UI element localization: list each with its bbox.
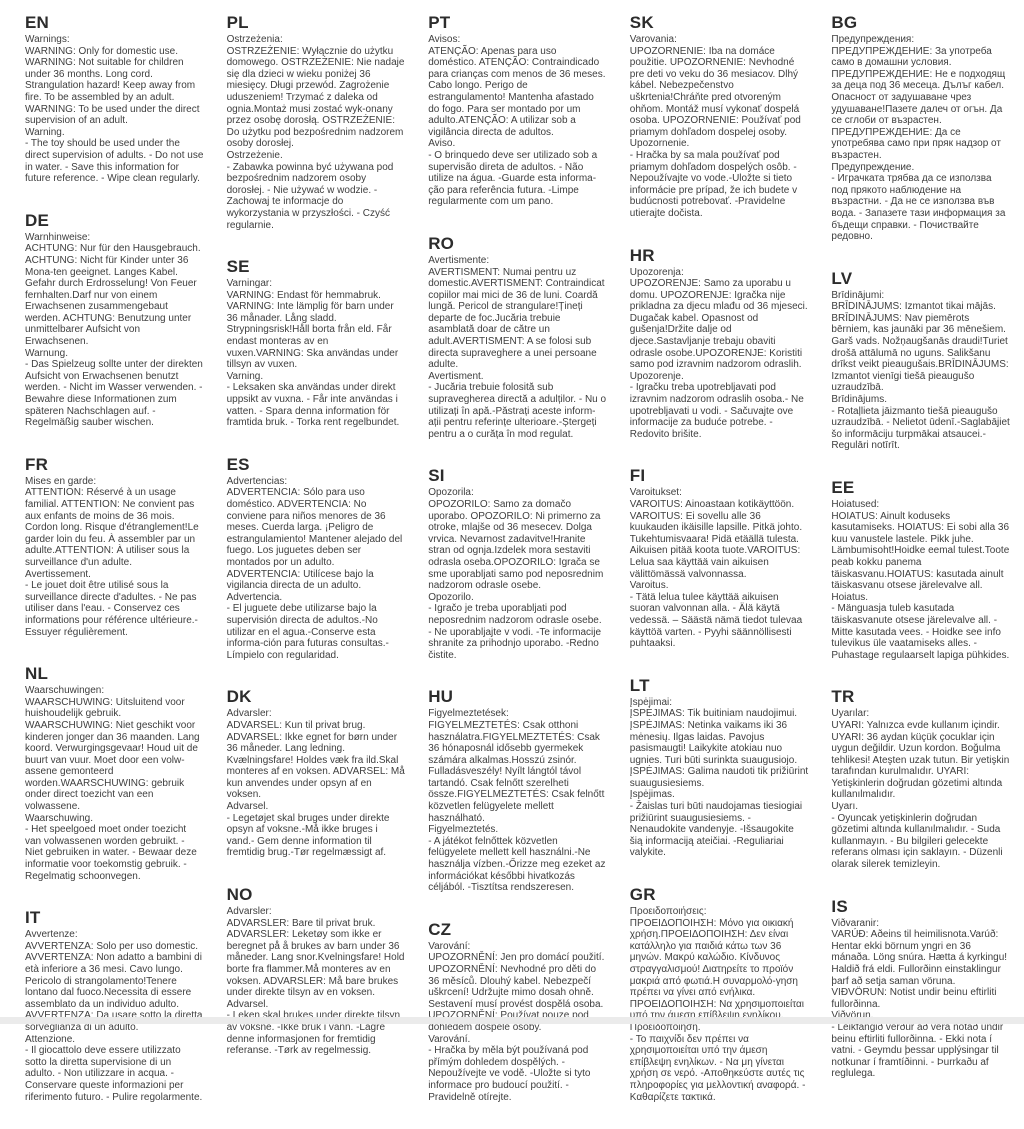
page-bottom-edge <box>0 1017 1024 1024</box>
language-block <box>831 478 1010 661</box>
warning-instructions: - Leksaken ska användas under direkt uppsikt av vuxna. - Får inte användas i vatten. - Spara denna information för framtida bruk. - Torka rent regelbundet. <box>227 382 406 428</box>
warning-subheading: Varoitus. <box>630 580 809 592</box>
warning-subheading: Advertencia. <box>227 592 406 604</box>
warning-statements: BRĪDINĀJUMS: Izmantot tikai mājās. BRĪDINĀJUMS: Nav piemērots bērniem, kas jaunāki par 36 mēnešiem. Garš vads. Nožņaugšanās draudi!Turiet drošā attālumā no uguns. Salikšanu drīkst veikt pieaugušais.BRĪDINĀJUMS: Izmantot vienīgi tiešā pieaugušo uzraudzībā. <box>831 301 1010 394</box>
warning-subheading: Προειδοποίηση. <box>630 1022 809 1034</box>
warning-instructions: - Igračku treba upotrebljavati pod izravnim nadzorom odraslih osoba.- Ne upotrebljavati u vodi. - Sačuvajte ove informacije za buduće potrebe. - Redovito brišite. <box>630 382 809 440</box>
language-block <box>227 257 406 429</box>
warning-statements: VARNING: Endast för hemmabruk. VARNING: Inte lämplig för barn under 36 månader. Lång sladd. Strypningsrisk!Håll borta från eld. Får endast monteras av en vuxen.VARNING: Ska användas under tillsyn av vuxen. <box>227 290 406 371</box>
warnings-title: Предупреждения: <box>831 34 1010 46</box>
warnings-title: Figyelmeztetések: <box>428 708 607 720</box>
warning-subheading: Avertisment. <box>428 371 607 383</box>
warning-statements: WARNING: Only for domestic use. WARNING: Not suitable for children under 36 months. Long cord. Strangulation hazard! Keep away from fire. To be assembled by an adult. WARNING: To be used under the direct supervision of an adult. <box>25 46 204 127</box>
language-column-1 <box>25 13 204 1129</box>
warning-instructions: - Hračka by sa mala používať pod priamym dohľadom dospelých osôb. - Nepoužívajte vo vode.-Uložte si tieto informácie pre prípad, že ich budete v budúcnosti potrebovať. -Pravidelne utierajte dočista. <box>630 150 809 220</box>
warning-subheading: Upozorenje. <box>630 371 809 383</box>
warnings-title: Avvertenze: <box>25 929 204 941</box>
language-column-2 <box>227 13 406 1129</box>
warning-subheading: Hoiatus. <box>831 592 1010 604</box>
language-code: NL <box>25 664 204 683</box>
language-code: NO <box>227 885 406 904</box>
language-block <box>25 908 204 1103</box>
warning-statements: ADVARSEL: Kun til privat brug. ADVARSEL: Ikke egnet for børn under 36 måneder. Lang ledning. Kvælningsfare! Holdes væk fra ild.Skal monteres af en voksen. ADVARSEL: Må kun anvendes under opsyn af en voksen. <box>227 720 406 801</box>
warning-subheading: Viðvörun. <box>831 1010 1010 1022</box>
warning-statements: AVVERTENZA: Solo per uso domestic. AVVERTENZA: Non adatto a bambini di età inferiore a 36 mesi. Cavo lungo. Pericolo di strangolamento!Tenere lontano dal fuoco.Necessita di essere assemblato da un individuo adulto. AVVERTENZA: Da usare sotto la diretta sorveglianza di un adulto. <box>25 941 204 1034</box>
warning-instructions: - Žaislas turi būti naudojamas tiesiogiai prižiūrint suaugusiesiems. - Nenaudokite vandenyje. -Išsaugokite šią informaciją ateičiai. -Reguliariai valykite. <box>630 801 809 859</box>
language-code: HU <box>428 687 607 706</box>
language-column-4 <box>630 13 809 1129</box>
warning-instructions: - Mänguasja tuleb kasutada täiskasvanute otsese järelevalve all. - Mitte kasutada vees. - Hoidke see info tulevikus üle vaatamiseks alles. - Puhastage regulaarselt lapiga pühkides. <box>831 603 1010 661</box>
language-block <box>831 13 1010 243</box>
language-block <box>227 13 406 231</box>
warning-statements: WAARSCHUWING: Uitsluitend voor huishoudelijk gebruik. WAARSCHUWING: Niet geschikt voor kinderen jonger dan 36 maanden. Lang koord. Verwurgingsgevaar! Houd uit de buurt van vuur. Moet door een volw-assene gemonteerd worden.WAARSCHUWING: gebruik onder direct toezicht van een volwassene. <box>25 697 204 813</box>
language-block <box>25 455 204 638</box>
warning-instructions: - Igračo je treba uporabljati pod neposrednim nadzorom odrasle osebe. - Ne uporabljajte v vodi. -Te informacije shranite za prihodnjo uporabo. -Redno čistite. <box>428 603 607 661</box>
language-block <box>25 13 204 185</box>
warning-instructions: - Το παιχνίδι δεν πρέπει να χρησιμοποιείται υπό την άμεση επίβλεψη ενηλίκων. - Να μη γίνεται χρήση σε νερό. -Αποθηκεύστε αυτές τις πληροφορίες για μελλοντική αναφορά. - Καθαρίζετε τακτικά. <box>630 1034 809 1104</box>
language-code: PL <box>227 13 406 32</box>
warning-instructions: - Legetøjet skal bruges under direkte opsyn af voksne.-Må ikke bruges i vand.- Gem denne information til fremtidig brug.-Tør regelmæssigt af. <box>227 813 406 859</box>
warning-statements: UPOZORENJE: Samo za uporabu u domu. UPOZORENJE: Igračka nije prikladna za djecu mlađu od 36 mjeseci. Dugačak kabel. Opasnost od gušenja!Držite dalje od djece.Sastavljanje trebaju obaviti odrasle osobe.UPOZORENJE: Koristiti samo pod izravnim nadzorom odraslih. <box>630 278 809 371</box>
warnings-title: Ostrzeżenia: <box>227 34 406 46</box>
language-block <box>630 246 809 441</box>
language-block <box>227 687 406 859</box>
warning-subheading: Įspėjimas. <box>630 789 809 801</box>
warning-instructions: - The toy should be used under the direct supervision of adults. - Do not use in water. - Save this information for future reference. - Wipe clean regularly. <box>25 138 204 184</box>
warning-statements: FIGYELMEZTETÉS: Csak otthoni használatra.FIGYELMEZTETÉS: Csak 36 hónaposnál idősebb gyermekek számára alkalmas.Hosszú zsinór. Fulladásveszély! Nyílt lángtól távol tartandó. Csak felnőtt szerelheti össze.FIGYELMEZTETÉS: Csak felnőtt közvetlen felügyelete mellett használható. <box>428 720 607 824</box>
language-code: LV <box>831 269 1010 288</box>
language-code: SE <box>227 257 406 276</box>
language-code: FR <box>25 455 204 474</box>
warning-statements: OSTRZEŻENIE: Wyłącznie do użytku domowego. OSTRZEŻENIE: Nie nadaje się dla dzieci w wieku poniżej 36 miesięcy. Długi przewód. Zagrożenie uduszeniem! Trzymać z daleka od ognia.Montaż musi zostać wyk-onany przez osobę dorosłą. OSTRZEŻENIE: Do użytku pod bezpośrednim nadzorem osoby dorosłej. <box>227 46 406 150</box>
language-code: TR <box>831 687 1010 706</box>
warnings-title: Warnings: <box>25 34 204 46</box>
warning-statements: ПРЕДУПРЕЖДЕНИЕ: За употреба само в домашни условия. ПРЕДУПРЕЖДЕНИЕ: Не е подходящ за деца под 36 месеца. Дълъг кабел. Опасност от задушаване чрез удушаване!Пазете далеч от огън. Да се сглоби от възрастен. ПРЕДУПРЕЖДЕНИЕ: Да се употребява само при пряк надзор от възрастен. <box>831 46 1010 162</box>
warning-subheading: Varování. <box>428 1034 607 1046</box>
language-code: DE <box>25 211 204 230</box>
language-block <box>25 664 204 882</box>
warning-statements: ATENÇÃO: Apenas para uso doméstico. ATENÇÃO: Contraindicado para crianças com menos de 36 meses. Cabo longo. Perigo de estrangulamento! Mantenha afastado do fogo. Para ser montado por um adulto.ATENÇÃO: A utilizar sob a vigilância directa de adultos. <box>428 46 607 139</box>
language-code: DK <box>227 687 406 706</box>
warnings-title: Waarschuwingen: <box>25 685 204 697</box>
warning-subheading: Varning. <box>227 371 406 383</box>
warnings-title: Uyarılar: <box>831 708 1010 720</box>
warning-subheading: Ostrzeżenie. <box>227 150 406 162</box>
language-block <box>428 920 607 1103</box>
warnings-title: Mises en garde: <box>25 476 204 488</box>
language-code: IS <box>831 897 1010 916</box>
warning-instructions: - Le jouet doit être utilisé sous la surveillance directe d'adultes. - Ne pas utiliser dans l'eau. - Conservez ces informations pour référence ultérieure.- Essuyer régulièrement. <box>25 580 204 638</box>
warning-subheading: Opozorilo. <box>428 592 607 604</box>
warning-statements: UPOZORNENIE: Iba na domáce použitie. UPOZORNENIE: Nevhodné pre deti vo veku do 36 mesiacov. Dlhý kábel. Nebezpečenstvo uškrtenia!Chráňte pred otvoreným ohňom. Montáž musí vykonať dospelá osoba. UPOZORNENIE: Používať pod priamym dohľadom dospelej osoby. <box>630 46 809 139</box>
warnings-title: Advarsler: <box>227 906 406 918</box>
warning-instructions: - Oyuncak yetişkinlerin doğrudan gözetimi altında kullanılmalıdır. - Suda kullanmayın. - Bu bilgileri gelecekte referans olması için saklayın. - Düzenli olarak silerek temizleyin. <box>831 813 1010 871</box>
warnings-title: Įspėjimai: <box>630 697 809 709</box>
warning-instructions: - Il giocattolo deve essere utilizzato sotto la diretta supervisione di un adulto. - Non utilizzare in acqua. - Conservare queste informazioni per riferimento futuro. - Pulire regolarmente. <box>25 1045 204 1103</box>
language-block <box>428 466 607 661</box>
language-block <box>630 885 809 1103</box>
language-code: HR <box>630 246 809 265</box>
warning-statements: ACHTUNG: Nur für den Hausgebrauch. ACHTUNG: Nicht für Kinder unter 36 Mona-ten geeignet. Langes Kabel. Gefahr durch Erdrosselung! Von Feuer fernhalten.Darf nur von einem Erwachsenen zusammengebaut werden. ACHTUNG: Benutzung unter unmittelbarer Aufsicht von Erwachsenen. <box>25 243 204 347</box>
warning-subheading: Предупреждение. <box>831 162 1010 174</box>
warnings-title: Varningar: <box>227 278 406 290</box>
warning-instructions: - O brinquedo deve ser utilizado sob a supervisão direta de adultos. - Não utilize na água. -Guarde esta informa-ção para referência futura. -Limpe regularmente com um pano. <box>428 150 607 208</box>
warnings-title: Viðvaranir: <box>831 918 1010 930</box>
language-block <box>630 13 809 220</box>
warnings-title: Advertencias: <box>227 476 406 488</box>
language-block <box>25 211 204 429</box>
warning-instructions: - Jucăria trebuie folosită sub supravegherea directă a adulților. - Nu o utilizați în apă.-Păstrați aceste inform-ații pentru referințe ulterioare.-Ștergeți pentru a o curăța în mod regulat. <box>428 382 607 440</box>
language-block <box>227 455 406 662</box>
language-block <box>428 234 607 441</box>
language-block <box>227 885 406 1057</box>
warnings-title: Hoiatused: <box>831 499 1010 511</box>
warning-statements: UYARI: Yalnızca evde kullanım içindir. UYARI: 36 aydan küçük çocuklar için uygun değildir. Uzun kordon. Boğulma tehlikesi! Ateşten uzak tutun. Bir yetişkin tarafından kurulmalıdır. UYARI: Yetişkinlerin doğrudan gözetimi altında kullanılmalıdır. <box>831 720 1010 801</box>
language-code: CZ <box>428 920 607 939</box>
warning-instructions: - Играчката трябва да се използва под прякото наблюдение на възрастни. - Да не се използва във вода. - Запазете тази информация за бъдещи справки. - Почиствайте редовно. <box>831 173 1010 243</box>
language-code: SI <box>428 466 607 485</box>
language-block <box>831 897 1010 1080</box>
language-code: IT <box>25 908 204 927</box>
warning-subheading: Advarsel. <box>227 999 406 1011</box>
language-block <box>428 687 607 894</box>
warnings-title: Varovania: <box>630 34 809 46</box>
warnings-title: Brīdinājumi: <box>831 290 1010 302</box>
warning-subheading: Warnung. <box>25 348 204 360</box>
warning-instructions: - Tätä lelua tulee käyttää aikuisen suoran valvonnan alla. - Älä käytä vedessä. – Säästä nämä tiedot tulevaa käyttöä varten. - Pyyhi säännöllisesti puhtaaksi. <box>630 592 809 650</box>
warning-instructions: - Leken skal brukes under direkte tilsyn av voksne. -Ikke bruk i vann. -Lagre denne informasjonen for fremtidig referanse. -Tørk av regelmessig. <box>227 1010 406 1056</box>
language-code: RO <box>428 234 607 253</box>
warning-instructions: - Zabawka powinna być używana pod bezpośrednim nadzorem osoby dorosłej. - Nie używać w wodzie. - Zachowaj te informacje do wykorzystania w przyszłości. - Czyść regularnie. <box>227 162 406 232</box>
language-block <box>630 676 809 859</box>
warning-instructions: - Rotaļlieta jāizmanto tiešā pieaugušo uzraudzībā. - Nelietot ūdenī.-Saglabājiet šo informāciju turpmākai atsaucei.- Regulāri notīrīt. <box>831 406 1010 452</box>
warning-subheading: Attenzione. <box>25 1034 204 1046</box>
language-code: ES <box>227 455 406 474</box>
warning-subheading: Advarsel. <box>227 801 406 813</box>
warning-statements: HOIATUS: Ainult koduseks kasutamiseks. HOIATUS: Ei sobi alla 36 kuu vanustele lastele. Pikk juhe. Lämbumisoht!Hoidke eemal tulest.Toote peab kokku panema täiskasvanu.HOIATUS: kasutada ainult täiskasvanu otsese järelevalve all. <box>831 511 1010 592</box>
warning-subheading: Brīdinājums. <box>831 394 1010 406</box>
warnings-title: Avisos: <box>428 34 607 46</box>
language-code: LT <box>630 676 809 695</box>
language-code: EN <box>25 13 204 32</box>
language-code: SK <box>630 13 809 32</box>
warnings-title: Varování: <box>428 941 607 953</box>
warning-statements: VAROITUS: Ainoastaan kotikäyttöön. VAROITUS: Ei sovellu alle 36 kuukauden ikäisille lapsille. Pitkä johto. Tukehtumisvaara! Pidä etäällä tulesta. Aikuisen pitää koota tuote.VAROITUS: Lelua saa käyttää vain aikuisen välittömässä valvonnassa. <box>630 499 809 580</box>
warning-instructions: - Leikfangið verður að vera notað undir beinu eftirliti fullorðinna. - Ekki nota í vatni. - Geymdu þessar upplýsingar til notkunar í framtíðinni. - Þurrkaðu af reglulega. <box>831 1022 1010 1080</box>
language-code: PT <box>428 13 607 32</box>
warning-subheading: Avertissement. <box>25 569 204 581</box>
language-block <box>831 687 1010 870</box>
warning-instructions: - Het speelgoed moet onder toezicht van volwassenen worden gebruikt. - Niet gebruiken in water. - Bewaar deze informatie voor toekomstig gebruik. - Regelmatig schoonvegen. <box>25 824 204 882</box>
warning-subheading: Warning. <box>25 127 204 139</box>
warnings-title: Opozorila: <box>428 487 607 499</box>
warning-instructions: - A játékot felnőttek közvetlen felügyelete mellett kell használni.-Ne használja vízben.-Őrizze meg ezeket az információkat későbbi hivatkozás céljából. -Tisztítsa rendszeresen. <box>428 836 607 894</box>
language-code: FI <box>630 466 809 485</box>
warning-subheading: Uyarı. <box>831 801 1010 813</box>
warning-statements: VARÚÐ: Aðeins til heimilisnota.Varúð: Hentar ekki börnum yngri en 36 mánaða. Löng snúra. Hætta á kyrkingu! Haldið frá eldi. Fullorðinn einstaklingur þarf að setja saman vöruna. VIÐVÖRUN: Notist undir beinu eftirliti fullorðinna. <box>831 929 1010 1010</box>
warnings-title: Προειδοποιήσεις: <box>630 906 809 918</box>
language-column-3 <box>428 13 607 1129</box>
language-column-5 <box>831 13 1010 1129</box>
warning-subheading: Aviso. <box>428 138 607 150</box>
warning-statements: ADVERTENCIA: Sólo para uso doméstico. ADVERTENCIA: No conviene para niños menores de 36 meses. Cuerda larga. ¡Peligro de estrangulamiento! Mantener alejado del fuego. Los juguetes deben ser montados por un adulto. ADVERTENCIA: Utilícese bajo la vigilancia directa de un adulto. <box>227 487 406 591</box>
warning-statements: ΠΡΟΕΙΔΟΠΟΙΗΣΗ: Μόνο για οικιακή χρήση.ΠΡΟΕΙΔΟΠΟΙΗΣΗ: Δεν είναι κατάλληλο για παιδιά κάτω των 36 μηνών. Μακρύ καλώδιο. Κίνδυνος στραγγαλισμού! Διατηρείτε το προϊόν μακριά από φωτιά.Η συναρμολό-γηση πρέπει να γίνει από ενήλικα. ΠΡΟΕΙΔΟΠΟΙΗΣΗ: Να χρησιμοποιείται υπό την άμεση επίβλεψη ενηλίκου. <box>630 918 809 1022</box>
warnings-title: Warnhinweise: <box>25 232 204 244</box>
warning-statements: UPOZORNĚNÍ: Jen pro domácí použití. UPOZORNĚNÍ: Nevhodné pro děti do 36 měsíců. Dlouhý kabel. Nebezpečí uškrcení! Udržujte mimo dosah ohně. Sestavení musí provést dospělá osoba. UPOZORNĚNÍ: Používat pouze pod dohledem dospělé osoby. <box>428 952 607 1033</box>
language-block <box>630 466 809 649</box>
warning-statements: OPOZORILO: Samo za domačo uporabo. OPOZORILO: Ni primerno za otroke, mlajše od 36 mesecev. Dolga vrvica. Nevarnost zadavitve!Hranite stran od ognja.Izdelek mora sestaviti odrasla oseba.OPOZORILO: Igrača se sme uporabljati samo pod neposrednim nadzorom odrasle osebe. <box>428 499 607 592</box>
warning-subheading: Figyelmeztetés. <box>428 824 607 836</box>
warning-subheading: Upozornenie. <box>630 138 809 150</box>
warning-statements: ADVARSLER: Bare til privat bruk. ADVARSLER: Leketøy som ikke er beregnet på å brukes av barn under 36 måneder. Lang snor.Kvelningsfare! Hold borte fra flammer.Må monteres av en voksen. ADVARSLER: Må bare brukes under direkte tilsyn av en voksen. <box>227 918 406 999</box>
warnings-title: Varoitukset: <box>630 487 809 499</box>
warning-instructions: - El juguete debe utilizarse bajo la supervisión directa de adultos.-No utilizar en el agua.-Conserve esta informa-ción para futuras consultas.-Límpielo con regularidad. <box>227 603 406 661</box>
warning-statements: ATTENTION: Réservé à un usage familial. ATTENTION: Ne convient pas aux enfants de moins de 36 mois. Cordon long. Risque d'étranglement!Le garder loin du feu. À assembler par un adulte.ATTENTION: À utiliser sous la surveillance d'un adulte. <box>25 487 204 568</box>
warning-instructions: - Hračka by měla být používaná pod přímým dohledem dospělých. - Nepoužívejte ve vodě. -Uložte si tyto informace pro budoucí použití. -Pravidelně otírejte. <box>428 1045 607 1103</box>
warnings-title: Upozorenja: <box>630 267 809 279</box>
language-code: BG <box>831 13 1010 32</box>
language-code: EE <box>831 478 1010 497</box>
warning-statements: AVERTISMENT: Numai pentru uz domestic.AVERTISMENT: Contraindicat copiilor mai mici de 36 de luni. Coardă lungă. Pericol de strangulare!Țineți departe de foc.Jucăria trebuie asamblată doar de către un adult.AVERTISMENT: A se folosi sub directa supraveghere a unei persoane adulte. <box>428 267 607 371</box>
warnings-title: Advarsler: <box>227 708 406 720</box>
warning-subheading: Waarschuwing. <box>25 813 204 825</box>
language-block <box>831 269 1010 452</box>
warnings-title: Avertismente: <box>428 255 607 267</box>
warning-statements: ĮSPĖJIMAS: Tik buitiniam naudojimui. ĮSPĖJIMAS: Netinka vaikams iki 36 mėnesių. Ilgas laidas. Pavojus pasismaugti! Laikykite atokiau nuo ugnies. Turi būti surinkta suaugusiojo. ĮSPĖJIMAS: Galima naudoti tik prižiūrint suaugusiesiems. <box>630 708 809 789</box>
language-block <box>428 13 607 208</box>
warning-instructions: - Das Spielzeug sollte unter der direkten Aufsicht von Erwachsenen benutzt werden. - Nicht im Wasser verwenden. - Bewahre diese Informationen zum späteren Nachschlagen auf. - Regelmäßig sauber wischen. <box>25 359 204 429</box>
language-code: GR <box>630 885 809 904</box>
